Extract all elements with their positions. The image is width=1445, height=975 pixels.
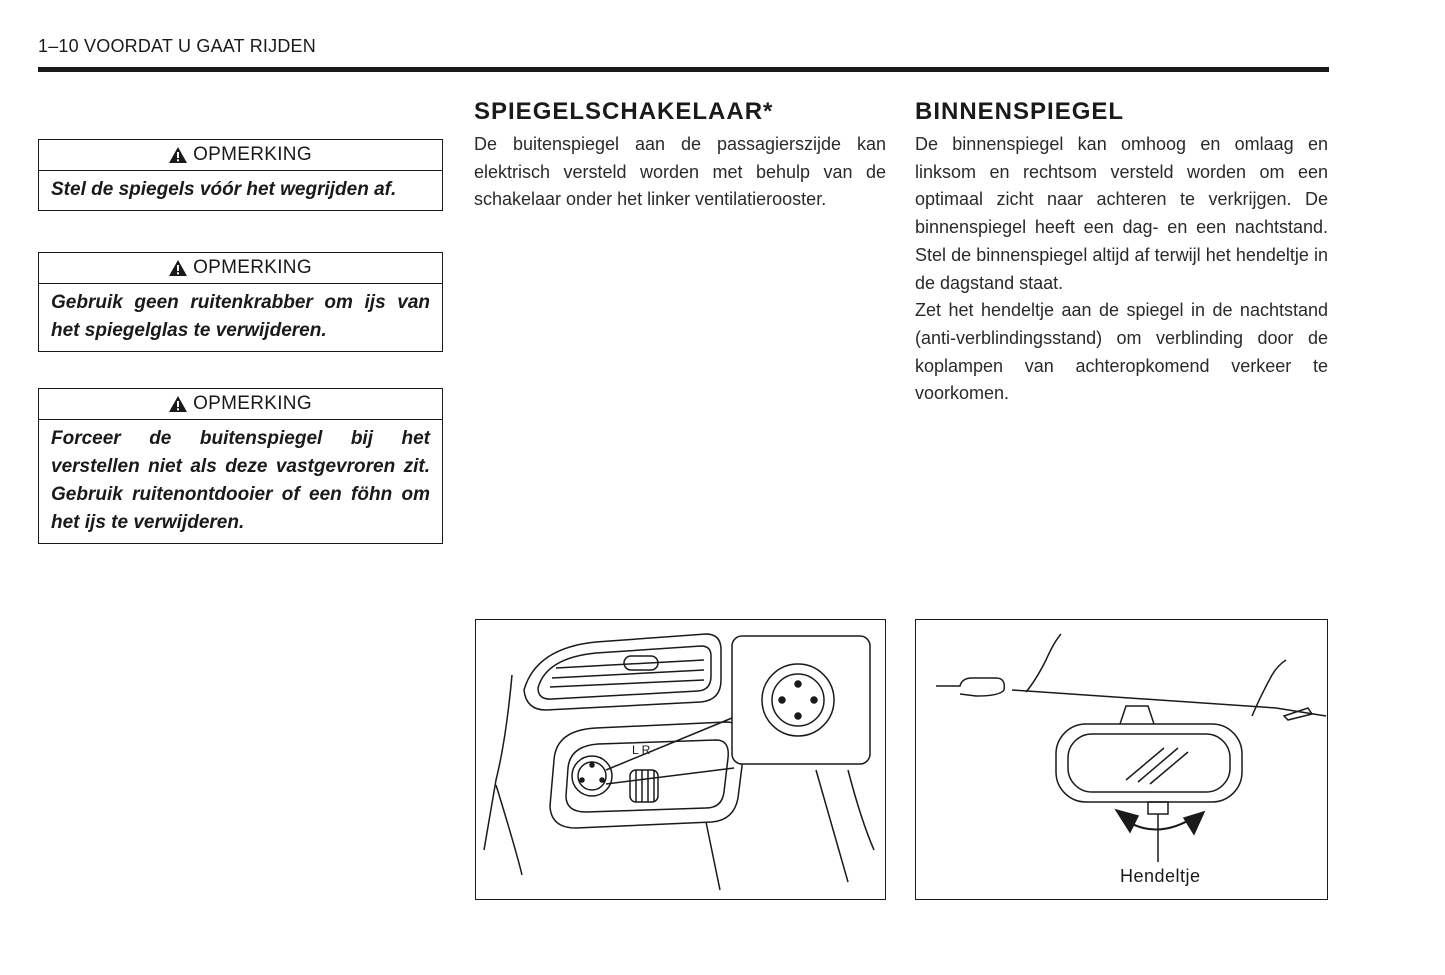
notice-text-3: Forceer de buitenspiegel bij het verstellen niet als deze vastgevroren zit. Gebruik ruitenontdooier of een föhn om het ijs te verwijderen.: [51, 428, 430, 533]
warning-triangle-icon: [169, 260, 187, 276]
mirror-switch-drawing: [476, 620, 887, 901]
page-header: 1–10 VOORDAT U GAAT RIJDEN: [38, 36, 316, 56]
warning-triangle-icon: [169, 147, 187, 163]
mirror-switch-illustration: [475, 619, 886, 900]
header-rule: [38, 67, 1329, 72]
notice-box-1: [38, 139, 443, 211]
mirror-switch-paragraph: De buitenspiegel aan de passagierszijde kan elektrisch versteld worden met behulp van de schakelaar onder het linker ventilatierooster.: [474, 134, 886, 210]
interior-mirror-title: BINNENSPIEGEL: [915, 98, 1125, 125]
mirror-switch-title: SPIEGELSCHAKELAAR*: [474, 98, 774, 125]
svg-text:L R: L R: [632, 743, 651, 757]
warning-triangle-icon: [169, 396, 187, 412]
interior-mirror-text: [915, 131, 1328, 408]
interior-mirror-paragraph-1: De binnenspiegel kan omhoog en omlaag en linksom en rechtsom versteld worden om een optimaal zicht naar achteren te verkrijgen. De binnenspiegel heeft een dag- en een nachtstand. Stel de binnenspiegel altijd af terwijl het hendeltje in de dagstand staat.: [915, 134, 1328, 293]
notice-title-text: OPMERKING: [193, 144, 312, 165]
interior-mirror-paragraph-2: Zet het hendeltje aan de spiegel in de nachtstand (anti-verblindingsstand) om verblinding door de koplampen van achteropkomend verkeer te voorkomen.: [915, 300, 1328, 404]
notice-box-3: [38, 388, 443, 544]
notice-title-text: OPMERKING: [193, 393, 312, 414]
notice-box-2: [38, 252, 443, 352]
interior-mirror-drawing: [916, 620, 1329, 901]
notice-title-text: OPMERKING: [193, 257, 312, 278]
notice-text-1: Stel de spiegels vóór het wegrijden af.: [51, 179, 397, 200]
notice-text-2: Gebruik geen ruitenkrabber om ijs van het spiegelglas te verwijderen.: [51, 292, 430, 341]
interior-mirror-illustration: [915, 619, 1328, 900]
lever-label: Hendeltje: [1120, 866, 1201, 886]
notice-title-2: [39, 253, 442, 284]
mirror-switch-text: [474, 131, 886, 214]
notice-title-1: [39, 140, 442, 171]
notice-title-3: [39, 389, 442, 420]
